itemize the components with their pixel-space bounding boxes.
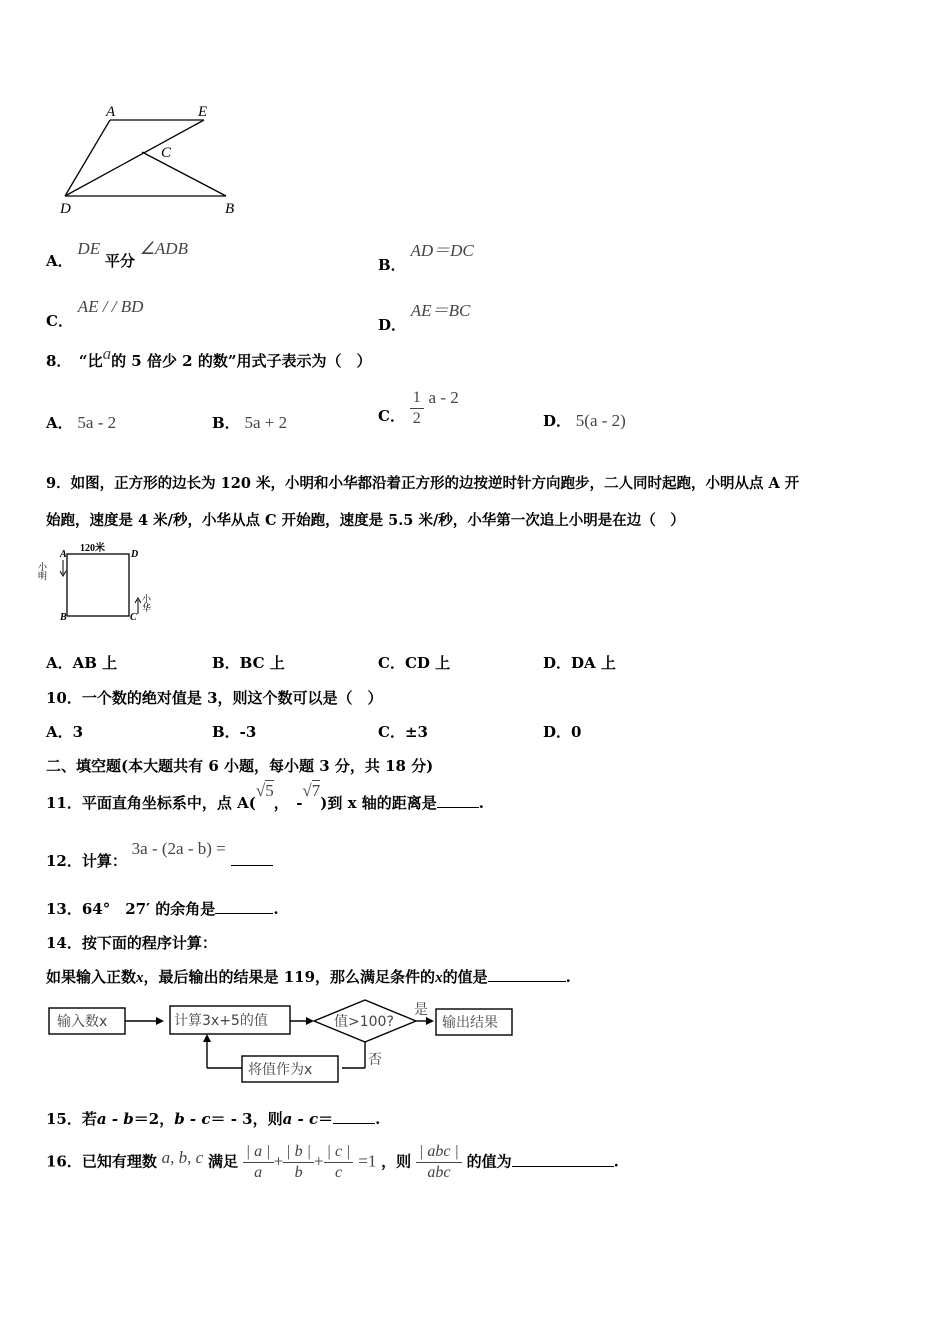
q8-c-numerator: 1 xyxy=(410,388,424,409)
q8-c-fraction xyxy=(410,388,424,429)
q16-post: 的值为 xyxy=(466,1152,512,1171)
flow-yes-label: 是 xyxy=(414,1002,428,1018)
q15 xyxy=(46,1108,380,1129)
q11-answer-blank[interactable] xyxy=(437,793,479,808)
q16 xyxy=(46,1142,619,1183)
q14-line1: 14．按下面的程序计算： xyxy=(46,934,217,952)
q12 xyxy=(46,838,273,870)
q9-stem-line1: 9．如图，正方形的边长为 120 米，小明和小华都沿着正方形的边按逆时针方向跑步，二人同时起跑，小明从点 A 开 xyxy=(46,475,800,492)
q15-mid3: ＝ xyxy=(318,1110,334,1128)
q8-c-denominator: 2 xyxy=(412,410,421,427)
q13-text: 13．64° 27′ 的余角是 xyxy=(46,900,216,918)
q8-d-text: 5(a - 2) xyxy=(575,411,626,430)
q15-pre: 15．若 xyxy=(46,1110,97,1128)
flow-input-text: 输入数x xyxy=(57,1014,108,1030)
q14-line2-post: 的值是 xyxy=(442,968,488,986)
q16-then: ，则 xyxy=(381,1152,412,1171)
point-e-label: E xyxy=(198,104,208,120)
flow-no-label: 否 xyxy=(368,1052,382,1068)
q16-fraction-b xyxy=(283,1142,314,1183)
q7-b-label: B． xyxy=(378,256,406,274)
q11 xyxy=(46,780,484,812)
q16-vars: a, b, c xyxy=(161,1147,204,1167)
q7-option-d xyxy=(378,296,471,334)
flow-loop-text: 将值作为x xyxy=(248,1062,313,1078)
q8-stem xyxy=(46,344,372,371)
q16-fraction-a xyxy=(243,1142,274,1183)
q14-line2 xyxy=(46,966,571,987)
q14-var2: x xyxy=(435,970,443,986)
corner-d-label: D xyxy=(131,549,139,560)
q16-f4-num: | abc | xyxy=(416,1142,462,1163)
q8-b-text: 5a + 2 xyxy=(244,413,288,432)
q7-a-text2: 平分 xyxy=(104,252,135,270)
q16-fraction-abc xyxy=(416,1142,462,1183)
q10-option-d: D．0 xyxy=(543,723,582,741)
q16-plus2: + xyxy=(313,1151,324,1171)
side-length-label: 120米 xyxy=(80,543,105,554)
q15-expr2: b - c xyxy=(174,1110,211,1128)
corner-b-label: B xyxy=(60,612,67,623)
q8-c-label: C． xyxy=(378,406,405,425)
q8-d-label: D． xyxy=(543,412,572,430)
point-d-label: D xyxy=(60,201,71,217)
q11-sqrt1: √5 xyxy=(255,781,274,800)
q16-f2-den: b xyxy=(294,1164,303,1181)
q16-mid: 满足 xyxy=(207,1152,238,1171)
q14-var1: x xyxy=(136,970,144,986)
q12-expression: 3a - (2a - b) = xyxy=(131,839,226,858)
q16-answer-blank[interactable] xyxy=(512,1152,614,1167)
q10-stem: 10．一个数的绝对值是 3，则这个数可以是（ ） xyxy=(46,689,383,707)
q8-a-text: 5a - 2 xyxy=(77,413,117,432)
q14-line2-pre: 如果输入正数 xyxy=(46,968,137,986)
q16-fraction-c xyxy=(324,1142,354,1183)
q16-f1-num: | a | xyxy=(243,1142,274,1163)
q8-option-c xyxy=(378,388,459,429)
q15-mid1: ＝2， xyxy=(133,1110,175,1128)
q7-option-a xyxy=(46,238,188,270)
q8-option-d xyxy=(543,410,626,431)
point-c-label: C xyxy=(161,145,172,161)
point-a-label: A xyxy=(106,104,116,120)
q7-c-text: AE / / BD xyxy=(77,297,144,316)
q11-sqrt2: √7 xyxy=(302,781,321,800)
q16-pre: 16．已知有理数 xyxy=(46,1152,157,1171)
q7-a-text3: ∠ADB xyxy=(139,239,188,258)
q8-a-label: A． xyxy=(46,414,73,432)
corner-a-label: A xyxy=(60,549,67,560)
q8-var: a xyxy=(102,344,112,363)
q9-option-d: D．DA 上 xyxy=(543,654,616,672)
q14-end: . xyxy=(565,968,571,986)
corner-c-label: C xyxy=(130,612,137,623)
q11-post: )到 x 轴的距离是 xyxy=(320,794,437,812)
q15-end: . xyxy=(375,1110,381,1128)
q7-a-label: A． xyxy=(46,252,73,270)
q16-f3-num: | c | xyxy=(324,1142,354,1163)
q14-answer-blank[interactable] xyxy=(488,967,566,982)
q13 xyxy=(46,898,279,919)
q11-radicand2: 7 xyxy=(311,781,321,800)
q8-option-a xyxy=(46,412,116,433)
q8-stem-pre: 8． “比 xyxy=(46,352,103,370)
q15-mid2: ＝ - 3，则 xyxy=(210,1110,283,1128)
q16-f1-den: a xyxy=(254,1164,263,1181)
q15-expr1: a - b xyxy=(96,1110,134,1128)
square-track-figure xyxy=(37,540,172,626)
q13-end: . xyxy=(273,900,279,918)
q8-stem-post: 的 5 倍少 2 的数”用式子表示为（ ） xyxy=(111,352,372,370)
q7-d-text: AE＝BC xyxy=(410,301,471,320)
xiaohua-label: 小华 xyxy=(141,594,151,612)
flow-compute-text: 计算3x+5的值 xyxy=(174,1013,268,1029)
section-heading: 二、填空题(本大题共有 6 小题，每小题 3 分，共 18 分) xyxy=(46,757,434,775)
q11-end: . xyxy=(478,794,484,812)
q9-option-b: B．BC 上 xyxy=(212,654,285,672)
q7-b-text: AD＝DC xyxy=(410,241,474,260)
q16-equals: =1 xyxy=(358,1151,377,1171)
q16-f2-num: | b | xyxy=(283,1142,314,1163)
q16-f4-den: abc xyxy=(427,1164,451,1181)
q8-option-b xyxy=(212,412,287,433)
q7-c-label: C． xyxy=(46,312,73,330)
q9-stem-line2: 始跑，速度是 4 米/秒，小华从点 C 开始跑，速度是 5.5 米/秒，小华第一次追上小明是在边（ ） xyxy=(46,512,685,529)
q7-option-b xyxy=(378,236,474,274)
q11-radicand1: 5 xyxy=(265,781,274,800)
q8-c-text: a - 2 xyxy=(428,387,459,407)
q10-option-a: A．3 xyxy=(46,723,84,741)
flow-decision-text: 值>100? xyxy=(334,1014,394,1030)
q10-option-c: C．±3 xyxy=(378,723,428,741)
q12-answer-blank[interactable] xyxy=(231,851,273,866)
q7-option-c xyxy=(46,296,144,330)
q11-pre: 11．平面直角坐标系中，点 A( xyxy=(46,794,256,812)
q14-line2-mid: ，最后输出的结果是 119，那么满足条件的 xyxy=(143,968,436,986)
q13-answer-blank[interactable] xyxy=(215,899,273,914)
point-b-label: B xyxy=(225,201,235,217)
q7-d-label: D． xyxy=(378,316,407,334)
q16-end: . xyxy=(613,1152,619,1171)
program-flowchart xyxy=(44,996,524,1090)
q12-pre: 12．计算： xyxy=(46,852,127,870)
q15-answer-blank[interactable] xyxy=(333,1109,375,1124)
q10-option-b: B．-3 xyxy=(212,723,257,741)
q16-f3-den: c xyxy=(334,1164,343,1181)
q11-comma: ， - xyxy=(273,794,303,812)
q8-b-label: B． xyxy=(212,414,240,432)
q9-option-c: C．CD 上 xyxy=(378,654,451,672)
q15-expr3: a - c xyxy=(282,1110,319,1128)
q7-a-text1: DE xyxy=(77,239,101,258)
triangle-figure xyxy=(50,100,250,220)
flow-output-text: 输出结果 xyxy=(442,1015,498,1031)
xiaoming-label: 小明 xyxy=(37,562,47,580)
q16-plus1: + xyxy=(273,1151,284,1171)
q9-option-a: A．AB 上 xyxy=(46,654,118,672)
